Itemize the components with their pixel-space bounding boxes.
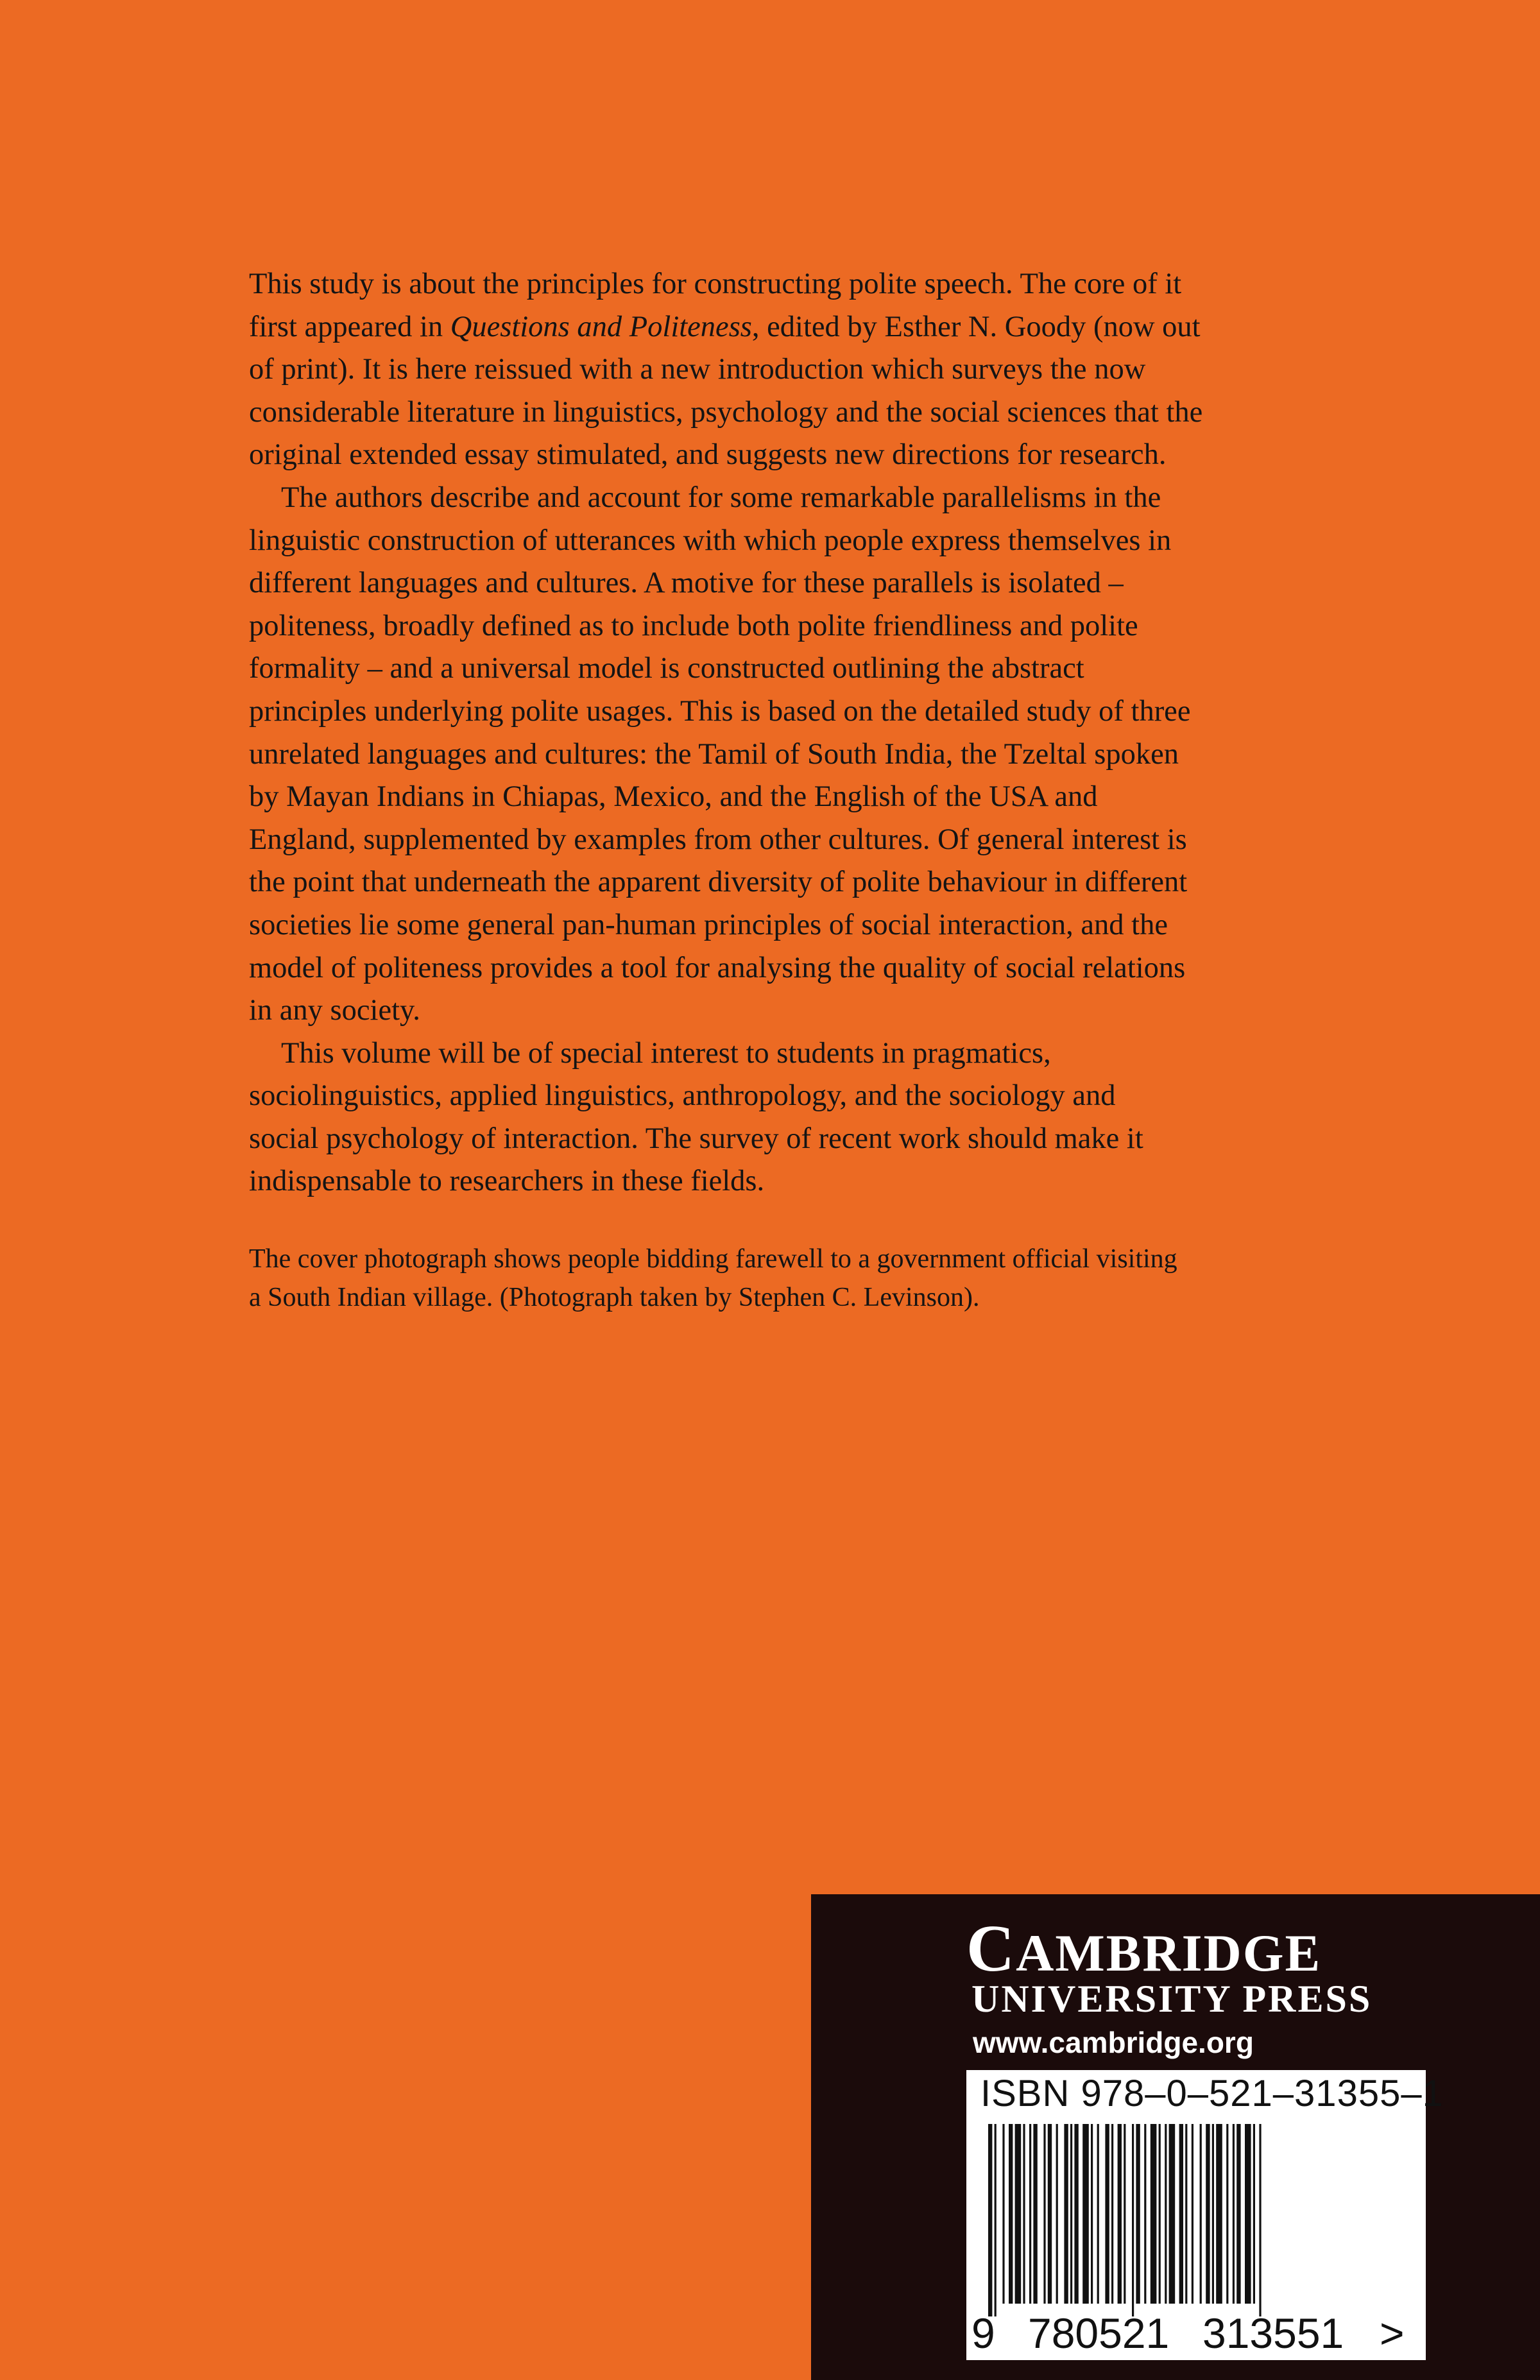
- barcode-bar: [1144, 2124, 1146, 2304]
- barcode-bar: [1091, 2124, 1093, 2304]
- barcode-digit-lead: 9: [971, 2309, 995, 2357]
- barcode-bar: [1070, 2124, 1072, 2304]
- publisher-name-rest: AMBRIDGE: [1016, 1924, 1322, 1982]
- barcode-bar: [1043, 2124, 1045, 2304]
- publisher-panel: [811, 1894, 1540, 2380]
- caption-line: a South Indian village. (Photograph taken by Stephen C. Levinson).: [249, 1283, 980, 1312]
- blurb-line: linguistic construction of utterances with which people express themselves in: [249, 524, 1172, 557]
- barcode-bar: [1192, 2124, 1194, 2304]
- barcode-bar: [1179, 2124, 1183, 2304]
- barcode-bar: [1212, 2124, 1214, 2304]
- barcode-bar: [1064, 2124, 1068, 2304]
- blurb-line: original extended essay stimulated, and suggests new directions for research.: [249, 438, 1167, 472]
- barcode-bar: [1259, 2124, 1261, 2316]
- barcode-bar: [1136, 2124, 1140, 2304]
- blurb-line: different languages and cultures. A motive for these parallels is isolated –: [249, 567, 1124, 600]
- barcode-bar: [1132, 2124, 1134, 2316]
- blurb-line: of print). It is here reissued with a new introduction which surveys the now: [249, 353, 1146, 386]
- barcode-digit-arrow: >: [1380, 2309, 1405, 2357]
- blurb-line: the point that underneath the apparent diversity of polite behaviour in different: [249, 866, 1188, 899]
- blurb-line: The authors describe and account for some remarkable parallelisms in the: [281, 481, 1161, 514]
- blurb-line: politeness, broadly defined as to include both polite friendliness and polite: [249, 609, 1138, 642]
- barcode-bar: [995, 2124, 997, 2316]
- barcode-bar: [1105, 2124, 1109, 2304]
- barcode-bar: [1111, 2124, 1113, 2304]
- barcode-bar: [988, 2124, 992, 2316]
- blurb-line: principles underlying polite usages. This is based on the detailed study of three: [249, 694, 1191, 728]
- isbn-label: ISBN 978–0–521–31355–1: [980, 2073, 1444, 2114]
- blurb-text: [249, 263, 1391, 1203]
- barcode-bar: [1165, 2124, 1167, 2304]
- blurb-line: England, supplemented by examples from other cultures. Of general interest is: [249, 823, 1187, 856]
- blurb-line: societies lie some general pan-human principles of social interaction, and the: [249, 908, 1168, 941]
- blurb-line: This study is about the principles for constructing polite speech. The core of it: [249, 268, 1182, 300]
- barcode-bar: [1056, 2124, 1058, 2304]
- blurb-paragraph-3: [249, 1032, 1391, 1203]
- barcode-bar: [1023, 2124, 1025, 2304]
- barcode-bar: [1124, 2124, 1125, 2304]
- blurb-line: in any society.: [249, 994, 420, 1027]
- blurb-paragraph-1: [249, 263, 1391, 477]
- barcode-bar: [1033, 2124, 1037, 2304]
- barcode-bar: [1253, 2124, 1255, 2304]
- barcode-bar: [1169, 2124, 1176, 2304]
- blurb-line: social psychology of interaction. The survey of recent work should make it: [249, 1122, 1143, 1155]
- barcode-bar: [1048, 2124, 1052, 2304]
- blurb-line: model of politeness provides a tool for analysing the quality of social relations: [249, 951, 1186, 984]
- barcode-bar: [1200, 2124, 1202, 2304]
- barcode-bar: [1009, 2124, 1013, 2304]
- blurb-line: by Mayan Indians in Chiapas, Mexico, and the English of the USA and: [249, 780, 1098, 814]
- barcode-bar: [1206, 2124, 1210, 2304]
- barcode-bar: [1074, 2124, 1078, 2304]
- isbn-barcode-box: [966, 2070, 1444, 2360]
- book-title-italic: Questions and Politeness: [450, 310, 752, 343]
- barcode-bar: [1216, 2124, 1222, 2304]
- barcode-bar: [1097, 2124, 1099, 2304]
- blurb-line: considerable literature in linguistics, psychology and the social sciences that the: [249, 395, 1203, 429]
- barcode-bar: [1245, 2124, 1251, 2304]
- publisher-url: www.cambridge.org: [973, 2026, 1254, 2059]
- barcode-bar: [1226, 2124, 1228, 2304]
- blurb-line: first appeared in Questions and Politeness, edited by Esther N. Goody (now out: [249, 310, 1201, 343]
- barcode-bar: [1233, 2124, 1235, 2304]
- blurb-line: unrelated languages and cultures: the Tamil of South India, the Tzeltal spoken: [249, 737, 1179, 771]
- barcode-bar: [1002, 2124, 1004, 2304]
- blurb-line: indispensable to researchers in these fields.: [249, 1165, 765, 1198]
- publisher-subname: UNIVERSITY PRESS: [971, 1978, 1373, 2020]
- blurb-line: sociolinguistics, applied linguistics, anthropology, and the sociology and: [249, 1079, 1116, 1113]
- barcode-digits: [971, 2309, 1421, 2358]
- barcode-bar: [1015, 2124, 1022, 2304]
- blurb-paragraph-2: [249, 477, 1391, 1032]
- caption-line: The cover photograph shows people bidding farewell to a government official visiting: [249, 1244, 1177, 1274]
- barcode-image: [988, 2124, 1380, 2316]
- blurb-line: formality – and a universal model is constructed outlining the abstract: [249, 652, 1084, 685]
- barcode-bar: [1029, 2124, 1031, 2304]
- barcode-bar: [1159, 2124, 1161, 2304]
- cover-photo-caption: [249, 1240, 1391, 1317]
- blurb-line: This volume will be of special interest to students in pragmatics,: [281, 1036, 1051, 1070]
- barcode-bar: [1151, 2124, 1157, 2304]
- barcode-bar: [1185, 2124, 1187, 2304]
- barcode-digits-left: 780521: [1028, 2309, 1170, 2357]
- barcode-digits-right: 313551: [1202, 2309, 1344, 2357]
- barcode-bar: [1236, 2124, 1240, 2304]
- publisher-name-initial: C: [966, 1912, 1016, 1985]
- barcode-bar: [1082, 2124, 1089, 2304]
- barcode-bar: [1118, 2124, 1122, 2304]
